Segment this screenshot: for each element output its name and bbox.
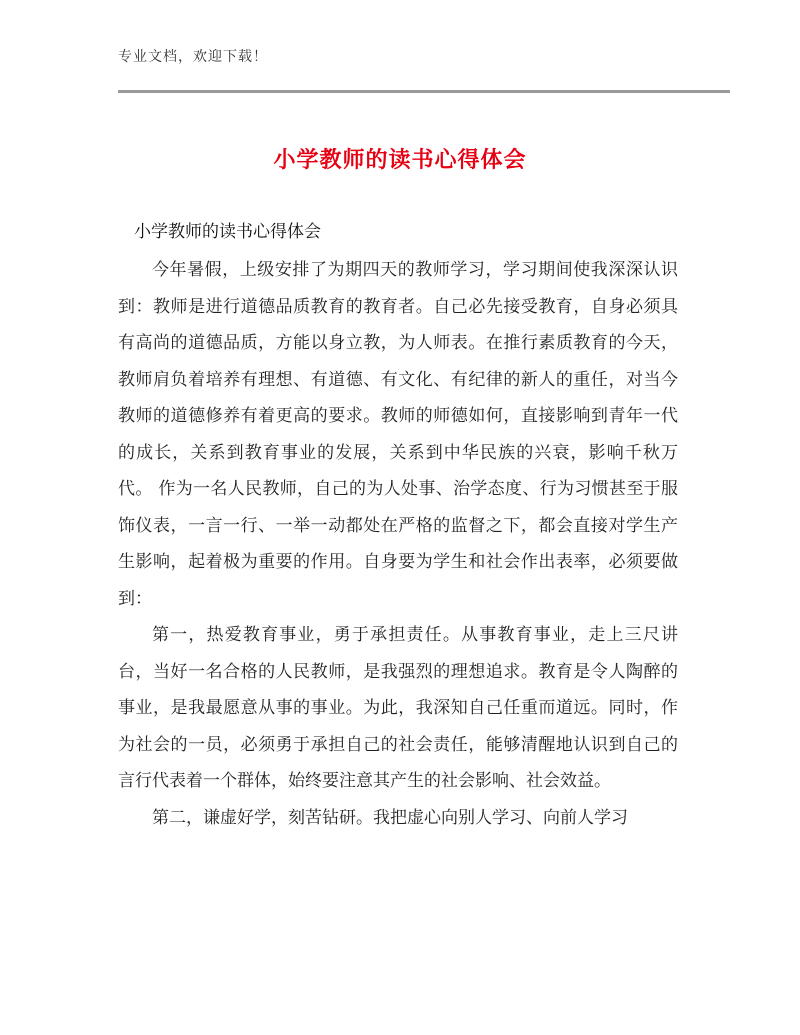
header-note: 专业文档，欢迎下载！ (118, 49, 268, 65)
header-divider (118, 90, 730, 93)
paragraph-3: 第二，谦虚好学，刻苦钻研。我把虚心向别人学习、向前人学习 (152, 807, 628, 828)
paragraph-1: 今年暑假，上级安排了为期四天的教师学习，学习期间使我深深认识到：教师是进行道德品质教育的教育者。自己必先接受教育，自身必须具有高尚的道德品质，方能以身立教，为人师表。在推行素质教育的今天，教师肩负着培养有理想、有道德、有文化、有纪律的新人的重任，对当今教师的道德修养有着更高的要求。教师的师德如何，直接影响到青年一代的成长，关系到教育事业的发展，关系到中华民族的兴衰，影响千秋万代。 作为一名人民教师，自己的为人处事、治学态度、行为习惯甚至于服饰仪表，一言一行、一举一动都处在严格的监督之下，都会直接对学生产生影响，起着极为重要的作用。自身要为学生和社会作出表率，必须要做到： (118, 260, 678, 609)
document-title: 小学教师的读书心得体会 (273, 148, 527, 173)
section-subheading: 小学教师的读书心得体会 (134, 222, 321, 242)
document-body (118, 212, 678, 836)
paragraph-2: 第一，热爱教育事业，勇于承担责任。从事教育事业，走上三尺讲台，当好一名合格的人民教师，是我强烈的理想追求。教育是令人陶醉的事业，是我最愿意从事的事业。为此，我深知自己任重而道远。同时，作为社会的一员，必须勇于承担自己的社会责任，能够清醒地认识到自己的言行代表着一个群体，始终要注意其产生的社会影响、社会效益。 (118, 625, 678, 791)
